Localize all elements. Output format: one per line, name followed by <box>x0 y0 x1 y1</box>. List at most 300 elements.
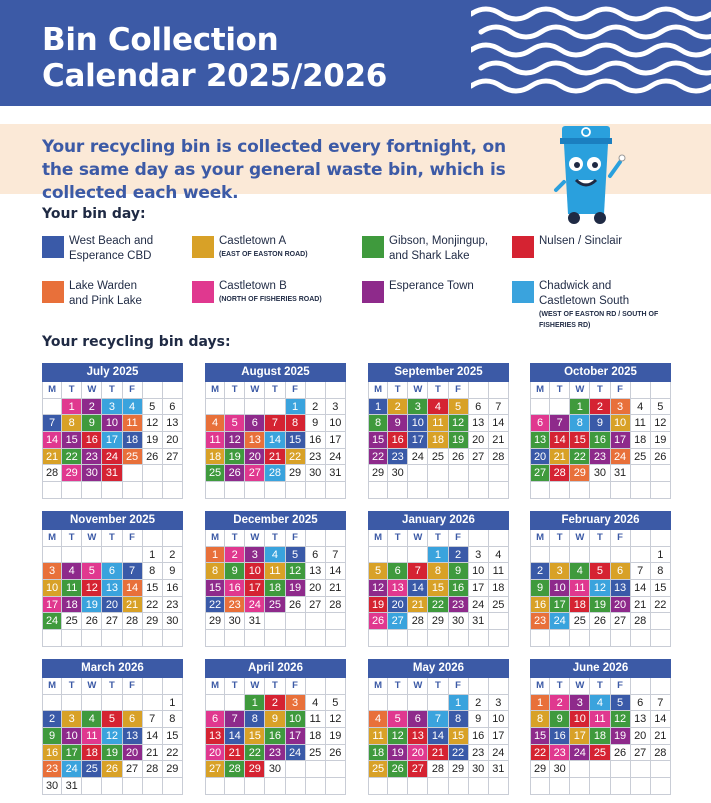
weekday-header: M <box>368 530 388 547</box>
day-cell: 5 <box>225 415 245 432</box>
day-cell: 29 <box>143 613 163 630</box>
empty-cell <box>590 630 610 647</box>
day-cell: 1 <box>530 695 550 712</box>
weekday-header <box>469 530 489 547</box>
day-cell: 20 <box>530 449 550 466</box>
day-cell: 24 <box>62 761 82 778</box>
weekday-header: M <box>42 382 62 399</box>
empty-cell <box>611 482 631 499</box>
day-cell: 1 <box>163 695 183 712</box>
empty-cell <box>225 630 245 647</box>
day-cell: 7 <box>326 547 346 564</box>
day-cell: 5 <box>449 399 469 416</box>
weekday-header: T <box>225 678 245 695</box>
weekday-header: T <box>265 382 285 399</box>
day-cell: 4 <box>428 399 448 416</box>
day-cell: 21 <box>550 449 570 466</box>
day-cell: 22 <box>570 449 590 466</box>
day-cell: 22 <box>368 449 388 466</box>
day-cell: 19 <box>611 728 631 745</box>
day-cell: 5 <box>611 695 631 712</box>
day-cell: 27 <box>388 613 408 630</box>
empty-cell <box>530 778 550 795</box>
empty-cell <box>163 465 183 482</box>
month-title: July 2025 <box>42 363 183 382</box>
day-cell: 18 <box>205 449 225 466</box>
empty-cell <box>449 482 469 499</box>
day-cell: 6 <box>388 563 408 580</box>
day-cell: 4 <box>590 695 610 712</box>
day-cell: 5 <box>82 563 102 580</box>
recycling-bin-mascot-icon <box>550 116 640 226</box>
empty-cell <box>368 695 388 712</box>
empty-cell <box>306 630 326 647</box>
day-cell: 13 <box>102 580 122 597</box>
weekday-header: F <box>449 382 469 399</box>
day-cell: 30 <box>82 465 102 482</box>
day-cell: 1 <box>62 399 82 416</box>
day-cell: 13 <box>530 432 550 449</box>
weekday-header: T <box>388 530 408 547</box>
day-cell: 13 <box>408 728 428 745</box>
empty-cell <box>651 482 671 499</box>
day-cell: 21 <box>489 432 509 449</box>
empty-cell <box>408 630 428 647</box>
day-cell: 7 <box>143 711 163 728</box>
empty-cell <box>205 695 225 712</box>
day-cell: 16 <box>550 728 570 745</box>
weekday-header: W <box>570 382 590 399</box>
weekday-header: F <box>611 678 631 695</box>
empty-cell <box>631 482 651 499</box>
day-cell: 6 <box>245 415 265 432</box>
empty-cell <box>143 630 163 647</box>
day-cell: 14 <box>428 728 448 745</box>
weekday-header: M <box>205 382 225 399</box>
day-cell: 20 <box>306 580 326 597</box>
day-cell: 13 <box>123 728 143 745</box>
day-cell: 20 <box>408 745 428 762</box>
empty-cell <box>245 399 265 416</box>
empty-cell <box>408 465 428 482</box>
day-cell: 7 <box>42 415 62 432</box>
empty-cell <box>570 630 590 647</box>
empty-cell <box>550 482 570 499</box>
legend-label: Lake Warden and Pink Lake <box>69 280 142 307</box>
day-cell: 29 <box>163 761 183 778</box>
weekday-header: M <box>42 678 62 695</box>
day-cell: 14 <box>631 580 651 597</box>
day-cell: 1 <box>205 547 225 564</box>
day-cell: 14 <box>550 432 570 449</box>
day-cell: 2 <box>449 547 469 564</box>
empty-cell <box>245 482 265 499</box>
empty-cell <box>428 778 448 795</box>
day-cell: 31 <box>469 613 489 630</box>
weekday-header <box>143 382 163 399</box>
day-cell: 14 <box>489 415 509 432</box>
day-cell: 20 <box>123 745 143 762</box>
month-calendar <box>42 511 183 647</box>
empty-cell <box>550 547 570 564</box>
empty-cell <box>590 761 610 778</box>
empty-cell <box>306 761 326 778</box>
day-cell: 10 <box>102 415 122 432</box>
day-cell: 7 <box>428 711 448 728</box>
day-cell: 1 <box>570 399 590 416</box>
day-cell: 9 <box>469 711 489 728</box>
empty-cell <box>469 482 489 499</box>
day-cell: 12 <box>388 728 408 745</box>
weekday-header <box>631 678 651 695</box>
empty-cell <box>368 482 388 499</box>
day-cell: 25 <box>631 449 651 466</box>
day-cell: 26 <box>102 761 122 778</box>
empty-cell <box>62 482 82 499</box>
empty-cell <box>428 482 448 499</box>
day-cell: 24 <box>286 745 306 762</box>
month-title: February 2026 <box>530 511 671 530</box>
day-cell: 30 <box>590 465 610 482</box>
empty-cell <box>408 778 428 795</box>
day-cell: 24 <box>550 613 570 630</box>
empty-cell <box>123 547 143 564</box>
day-cell: 31 <box>62 778 82 795</box>
empty-cell <box>388 547 408 564</box>
weekday-header <box>326 530 346 547</box>
day-cell: 7 <box>550 415 570 432</box>
day-cell: 15 <box>62 432 82 449</box>
weekday-header: T <box>590 382 610 399</box>
empty-cell <box>102 778 122 795</box>
day-cell: 4 <box>265 547 285 564</box>
empty-cell <box>368 778 388 795</box>
empty-cell <box>449 630 469 647</box>
empty-cell <box>408 547 428 564</box>
day-cell: 26 <box>388 761 408 778</box>
day-cell: 10 <box>245 563 265 580</box>
day-cell: 1 <box>286 399 306 416</box>
day-cell: 23 <box>449 597 469 614</box>
empty-cell <box>42 482 62 499</box>
day-cell: 28 <box>489 449 509 466</box>
day-cell: 4 <box>123 399 143 416</box>
day-cell: 6 <box>530 415 550 432</box>
empty-cell <box>449 778 469 795</box>
day-cell: 4 <box>62 563 82 580</box>
weekday-header: F <box>123 382 143 399</box>
empty-cell <box>489 465 509 482</box>
day-cell: 16 <box>42 745 62 762</box>
weekday-header: T <box>428 530 448 547</box>
month-title: March 2026 <box>42 659 183 678</box>
day-cell: 21 <box>631 597 651 614</box>
day-cell: 10 <box>469 563 489 580</box>
month-calendar <box>205 511 346 647</box>
day-cell: 28 <box>265 465 285 482</box>
empty-cell <box>123 778 143 795</box>
day-cell: 19 <box>102 745 122 762</box>
day-cell: 14 <box>265 432 285 449</box>
weekday-header <box>163 382 183 399</box>
day-cell: 13 <box>611 580 631 597</box>
day-cell: 24 <box>489 745 509 762</box>
empty-cell <box>428 695 448 712</box>
empty-cell <box>102 695 122 712</box>
weekday-header <box>631 382 651 399</box>
day-cell: 31 <box>326 465 346 482</box>
day-cell: 17 <box>62 745 82 762</box>
day-cell: 9 <box>449 563 469 580</box>
weekday-header: W <box>82 382 102 399</box>
day-cell: 23 <box>225 597 245 614</box>
weekday-header: F <box>449 530 469 547</box>
weekday-header <box>469 678 489 695</box>
day-cell: 20 <box>388 597 408 614</box>
day-cell: 11 <box>123 415 143 432</box>
empty-cell <box>306 613 326 630</box>
day-cell: 24 <box>469 597 489 614</box>
legend-label: Castletown A (EAST OF EASTON ROAD) <box>219 235 308 258</box>
empty-cell <box>651 465 671 482</box>
day-cell: 2 <box>225 547 245 564</box>
day-cell: 13 <box>469 415 489 432</box>
empty-cell <box>651 630 671 647</box>
empty-cell <box>163 630 183 647</box>
day-cell: 30 <box>550 761 570 778</box>
weekday-header: M <box>42 530 62 547</box>
day-cell: 26 <box>82 613 102 630</box>
day-cell: 21 <box>225 745 245 762</box>
empty-cell <box>530 630 550 647</box>
day-cell: 19 <box>143 432 163 449</box>
day-cell: 25 <box>489 597 509 614</box>
day-cell: 30 <box>449 613 469 630</box>
day-cell: 24 <box>570 745 590 762</box>
day-cell: 25 <box>265 597 285 614</box>
empty-cell <box>62 547 82 564</box>
weekday-header <box>143 530 163 547</box>
day-cell: 5 <box>143 399 163 416</box>
day-cell: 9 <box>550 711 570 728</box>
weekday-header: T <box>388 382 408 399</box>
empty-cell <box>286 613 306 630</box>
day-cell: 12 <box>590 580 610 597</box>
day-cell: 8 <box>449 711 469 728</box>
day-cell: 6 <box>469 399 489 416</box>
day-cell: 12 <box>326 711 346 728</box>
day-cell: 25 <box>368 761 388 778</box>
weekday-header <box>469 382 489 399</box>
weekday-header: T <box>62 382 82 399</box>
day-cell: 16 <box>225 580 245 597</box>
weekday-header: W <box>245 382 265 399</box>
day-cell: 19 <box>388 745 408 762</box>
weekday-header: W <box>408 678 428 695</box>
day-cell: 18 <box>82 745 102 762</box>
day-cell: 22 <box>62 449 82 466</box>
empty-cell <box>530 482 550 499</box>
day-cell: 29 <box>530 761 550 778</box>
empty-cell <box>530 547 550 564</box>
day-cell: 18 <box>123 432 143 449</box>
weekday-header: T <box>428 678 448 695</box>
day-cell: 18 <box>590 728 610 745</box>
day-cell: 1 <box>245 695 265 712</box>
day-cell: 29 <box>428 613 448 630</box>
day-cell: 24 <box>102 449 122 466</box>
day-cell: 19 <box>286 580 306 597</box>
day-cell: 28 <box>428 761 448 778</box>
day-cell: 25 <box>82 761 102 778</box>
day-cell: 4 <box>306 695 326 712</box>
day-cell: 13 <box>205 728 225 745</box>
day-cell: 25 <box>590 745 610 762</box>
empty-cell <box>225 482 245 499</box>
month-calendar <box>368 659 509 795</box>
day-cell: 3 <box>102 399 122 416</box>
day-cell: 3 <box>570 695 590 712</box>
day-cell: 29 <box>62 465 82 482</box>
day-cell: 18 <box>265 580 285 597</box>
day-cell: 26 <box>225 465 245 482</box>
empty-cell <box>408 695 428 712</box>
day-cell: 28 <box>651 745 671 762</box>
month-title: August 2025 <box>205 363 346 382</box>
empty-cell <box>469 778 489 795</box>
empty-cell <box>42 630 62 647</box>
weekday-header <box>163 530 183 547</box>
day-cell: 22 <box>449 745 469 762</box>
weekday-header: T <box>550 382 570 399</box>
day-cell: 12 <box>225 432 245 449</box>
day-cell: 12 <box>611 711 631 728</box>
day-cell: 5 <box>388 711 408 728</box>
day-cell: 23 <box>42 761 62 778</box>
empty-cell <box>570 778 590 795</box>
day-cell: 8 <box>428 563 448 580</box>
legend-label: Chadwick and Castletown South (WEST OF EASTON RD / SOUTH OF FISHERIES RD) <box>539 280 659 329</box>
empty-cell <box>611 778 631 795</box>
empty-cell <box>326 613 346 630</box>
empty-cell <box>143 695 163 712</box>
day-cell: 7 <box>123 563 143 580</box>
day-cell: 24 <box>326 449 346 466</box>
day-cell: 23 <box>530 613 550 630</box>
empty-cell <box>62 695 82 712</box>
day-cell: 11 <box>570 580 590 597</box>
day-cell: 16 <box>163 580 183 597</box>
day-cell: 14 <box>225 728 245 745</box>
empty-cell <box>143 482 163 499</box>
weekday-header: W <box>570 678 590 695</box>
day-cell: 6 <box>123 711 143 728</box>
day-cell: 26 <box>611 745 631 762</box>
day-cell: 3 <box>286 695 306 712</box>
weekday-header: F <box>123 530 143 547</box>
day-cell: 5 <box>102 711 122 728</box>
empty-cell <box>245 778 265 795</box>
legend-label: Nulsen / Sinclair <box>539 235 623 247</box>
day-cell: 2 <box>469 695 489 712</box>
day-cell: 23 <box>590 449 610 466</box>
day-cell: 3 <box>42 563 62 580</box>
empty-cell <box>265 482 285 499</box>
day-cell: 23 <box>469 745 489 762</box>
day-cell: 10 <box>326 415 346 432</box>
day-cell: 6 <box>408 711 428 728</box>
empty-cell <box>42 547 62 564</box>
legend-swatch <box>42 236 64 258</box>
weekday-header: T <box>102 678 122 695</box>
empty-cell <box>550 399 570 416</box>
day-cell: 21 <box>408 597 428 614</box>
day-cell: 3 <box>408 399 428 416</box>
day-cell: 29 <box>245 761 265 778</box>
empty-cell <box>631 630 651 647</box>
day-cell: 8 <box>163 711 183 728</box>
empty-cell <box>408 482 428 499</box>
day-cell: 8 <box>245 711 265 728</box>
day-cell: 17 <box>570 728 590 745</box>
day-cell: 15 <box>651 580 671 597</box>
day-cell: 24 <box>245 597 265 614</box>
day-cell: 18 <box>570 597 590 614</box>
weekday-header: M <box>368 678 388 695</box>
day-cell: 7 <box>651 695 671 712</box>
day-cell: 18 <box>368 745 388 762</box>
empty-cell <box>143 465 163 482</box>
day-cell: 6 <box>306 547 326 564</box>
day-cell: 29 <box>449 761 469 778</box>
weekday-header: F <box>286 382 306 399</box>
day-cell: 16 <box>530 597 550 614</box>
day-cell: 20 <box>163 432 183 449</box>
weekday-header: T <box>550 678 570 695</box>
empty-cell <box>306 482 326 499</box>
day-cell: 17 <box>326 432 346 449</box>
empty-cell <box>326 761 346 778</box>
day-cell: 9 <box>388 415 408 432</box>
day-cell: 8 <box>143 563 163 580</box>
day-cell: 22 <box>205 597 225 614</box>
empty-cell <box>489 778 509 795</box>
empty-cell <box>102 630 122 647</box>
empty-cell <box>225 778 245 795</box>
day-cell: 29 <box>286 465 306 482</box>
weekday-header: W <box>245 530 265 547</box>
empty-cell <box>205 778 225 795</box>
day-cell: 27 <box>123 761 143 778</box>
month-calendar <box>530 659 671 795</box>
day-cell: 15 <box>449 728 469 745</box>
day-cell: 17 <box>469 580 489 597</box>
legend-label: West Beach and Esperance CBD <box>69 235 154 262</box>
day-cell: 18 <box>306 728 326 745</box>
legend-swatch <box>192 281 214 303</box>
day-cell: 19 <box>368 597 388 614</box>
day-cell: 16 <box>590 432 610 449</box>
day-cell: 12 <box>102 728 122 745</box>
day-cell: 6 <box>631 695 651 712</box>
weekday-header: T <box>62 530 82 547</box>
empty-cell <box>611 761 631 778</box>
day-cell: 3 <box>469 547 489 564</box>
empty-cell <box>82 547 102 564</box>
day-cell: 16 <box>469 728 489 745</box>
empty-cell <box>102 482 122 499</box>
empty-cell <box>123 695 143 712</box>
